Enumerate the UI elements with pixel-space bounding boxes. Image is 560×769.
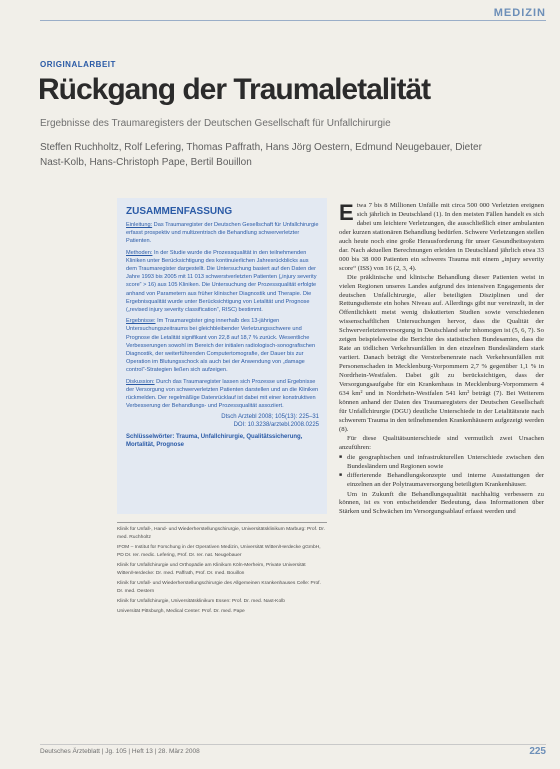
affiliation-item: Klinik für Unfallchirurgie, Universitätsklinikum Essen: Prof. Dr. med. Nast-Kolb [117, 599, 285, 604]
affiliation-item: Klinik für Unfall- und Wiederherstellungschirurgie des Allgemeinen Krankenhauses Celle: Prof. Dr. med. Oestern [117, 581, 321, 594]
intro-label: Einleitung: [126, 222, 153, 228]
section-tag: MEDIZIN [493, 7, 546, 19]
bullet-item: ■ differierende Behandlungskonzepte und interne Ausstattungen der einzelnen an der Polytraumaversorgung beteiligten Krankenhäuser. [339, 472, 544, 490]
abstract-intro [126, 221, 319, 246]
methods-label: Methoden: [126, 249, 153, 256]
citation-doi: DOI: 10.3238/arztebl.2008.0225 [233, 422, 319, 429]
affiliation-list [117, 526, 327, 618]
body-paragraph-4: Um in Zukunft die Behandlungsqualität nachhaltig verbessern zu können, ist es von entscheidender Bedeutung, dass Informationen über Stärken und Schwächen im Versorgungsablauf erfasst werden und [339, 490, 544, 516]
abstract-methods [126, 249, 319, 315]
body-paragraph-2: Die präklinische und klinische Behandlung dieser Patienten weist in vielen Regionen unseres Landes aufgrund des intensiven Engagements der deutschen Unfallchirurgie, aller beteiligten Disziplinen und der Rettungsdienste ein hohes Niveau auf. Allerdings gibt nur vereinzelt, in der Öffentlichkeit meist wenig diskutierten Studien sowie verschiedenen wissenschaftlichen Untersuchungen hervor, dass die Qualität der Schwerverletztenversorgung in Deutschland sehr inhomogen ist (5, 6, 7). So zeigen beispielsweise die Berichte des statistischen Bundesamtes, dass die Rate an tödlichen Verkehrsunfällen in den einzelnen Bundesländern stark variiert. Danach beträgt die Verstorbenenrate nach Verkehrsunfällen mit Personenschaden in Mecklenburg-Vorpommern 2,7 % gegenüber 1,1 % in Nordrhein-Westfalen. Dabei gilt zu berücksichtigen, dass der Versorgungsaufgabe für ein Krankenhaus in Mecklenburg-Vorpommern 4 634 km² und in Nordrhein-Westfalen 541 km² beträgt (7). Bei Weiterem können anhand der Daten des Traumaregisters der Deutschen Gesellschaft für Unfallchirurgie (DGU) deutliche Unterschiede in der Letalitätsrate nach schwerem Trauma in den teilnehmenden Krankenhäusern aufgezeigt werden (8). [339, 273, 544, 433]
body-text-column [339, 202, 544, 742]
abstract-results [126, 317, 319, 374]
body-paragraph-1-text: twa 7 bis 8 Millionen Unfälle mit circa 500 000 Verletzten ereignen sich jährlich in Deutschland (1). In den meisten Fällen handelt es sich dabei um leichtere Verletzungen, die ausschließlich einer ambulanten oder kurzen stationären Behandlung bedürfen. Schwere Verletzungen stellen auch heute noch eine große Herausforderung für unser Gesundheitssystem dar. Nach aktuellen Berechnungen erleiden in Deutschland jährlich etwa 33 000 bis 38 000 Patienten ein schweres Trauma mit einem „injury severity score“ (ISS) von 16 (2, 3, 4). [339, 202, 544, 272]
article-title: Rückgang der Traumaletalität [38, 73, 431, 106]
discussion-label: Diskussion: [126, 378, 155, 385]
bullet-list [339, 454, 544, 490]
drop-cap: E [339, 202, 354, 225]
discussion-text: Durch das Traumaregister lassen sich Prozesse und Ergebnisse der Versorgung von schwerverletzten Patienten darstellen und an die Kliniken rückmelden. Der regelmäßige Datenrücklauf ist dabei mit einer konstruktiven Verbesserung der Behandlungs- und Prozessqualität assoziiert. [126, 378, 319, 410]
abstract-discussion [126, 378, 319, 411]
results-text: Im Traumaregister ging innerhalb des 13-jährigen Untersuchungszeitraums bei gleichbleibender Verletzungsschwere und Prognose die Letalität signifikant von 22,8 auf 18,7 % zurück. Wesentliche Verbesserungen sowohl im Bereich der initialen radiologisch-sonografischen Diagnostik, der weiterführenden Computertomografie, der Dauer bis zur Operation im Blutungsschock als auch bei der Anwendung von „damage control“-Strategien ließen sich aufzeigen. [126, 318, 316, 374]
affiliation-rule [117, 522, 327, 523]
results-label: Ergebnisse: [126, 318, 156, 325]
page-number: 225 [529, 746, 546, 757]
article-kicker: ORIGINALARBEIT [40, 60, 116, 69]
affiliation-item: Klinik für Unfall-, Hand- und Wiederherstellungschirurgie, Universitätsklinikum Marburg: Prof. Dr. med. Ruchholtz [117, 527, 325, 540]
body-paragraph-1 [339, 202, 544, 274]
author-list: Steffen Ruchholtz, Rolf Lefering, Thomas Paffrath, Hans Jörg Oestern, Edmund Neugebauer, Dieter Nast-Kolb, Hans-Christoph Pape, Bertil Bouillon [40, 142, 482, 168]
keywords: Schlüsselwörter: Trauma, Unfallchirurgie, Qualitätssicherung, Mortalität, Prognose [126, 434, 303, 449]
affiliation-item: Universität Pittsburgh, Medical Center: Prof. Dr. med. Pape [117, 609, 245, 614]
top-rule [40, 20, 546, 21]
body-paragraph-3: Für diese Qualitätsunterschiede sind vermutlich zwei Ursachen anzuführen: [339, 434, 544, 451]
bullet-item: ■ die geographischen und infrastrukturellen Unterschiede zwischen den Bundesländern und Regionen sowie [339, 454, 544, 472]
footer-rule [40, 744, 546, 745]
abstract-heading: ZUSAMMENFASSUNG [126, 206, 233, 217]
methods-text: In der Studie wurde die Prozessqualität in den teilnehmenden Kliniken unter Berücksichtigung des kontinuierlichen Jahresrückblicks aus dem Traumaregister dargestellt. Die Untersuchung basiert auf den Daten der Jahre 1993 bis 2005 mit 11 013 schwerstverletzten Patienten („injury severity score“ > 16) aus 105 Kliniken. Die Untersuchung der Prozessqualität erfolgte anhand von Parametern aus früher klinischer Diagnostik und Therapie. Die Ergebnisqualität wurde unter Berücksichtigung von Letalität und Prognose („revised injury severity classification“, RISC) bestimmt. [126, 249, 317, 314]
affiliation-item: IFOM – Institut für Forschung in der Operativen Medizin, Universität Witten/Herdecke gGmbH, PD Dr. rer. medic. Lefering, Prof. Dr. rer. nat. Neugebauer [117, 545, 321, 558]
journal-footer: Deutsches Ärzteblatt | Jg. 105 | Heft 13 | 28. März 2008 [40, 748, 200, 755]
article-subtitle: Ergebnisse des Traumaregisters der Deutschen Gesellschaft für Unfallchirurgie [40, 118, 391, 129]
abstract-box [117, 198, 327, 514]
citation-line1: Dtsch Arztebl 2008; 105(13): 225–31 [221, 414, 319, 421]
intro-text: Das Traumaregister der Deutschen Gesellschaft für Unfallchirurgie erfasst prospektiv und multizentrisch die Behandlung schwerverletzter Patienten. [126, 222, 319, 245]
citation [126, 413, 319, 429]
affiliation-item: Klinik für Unfallchirurgie und Orthopädie am Klinikum Köln-Merheim, Private Universität Witten/Herdecke: Dr. med. Paffrath, Prof. Dr. med. Bouillon [117, 563, 306, 576]
